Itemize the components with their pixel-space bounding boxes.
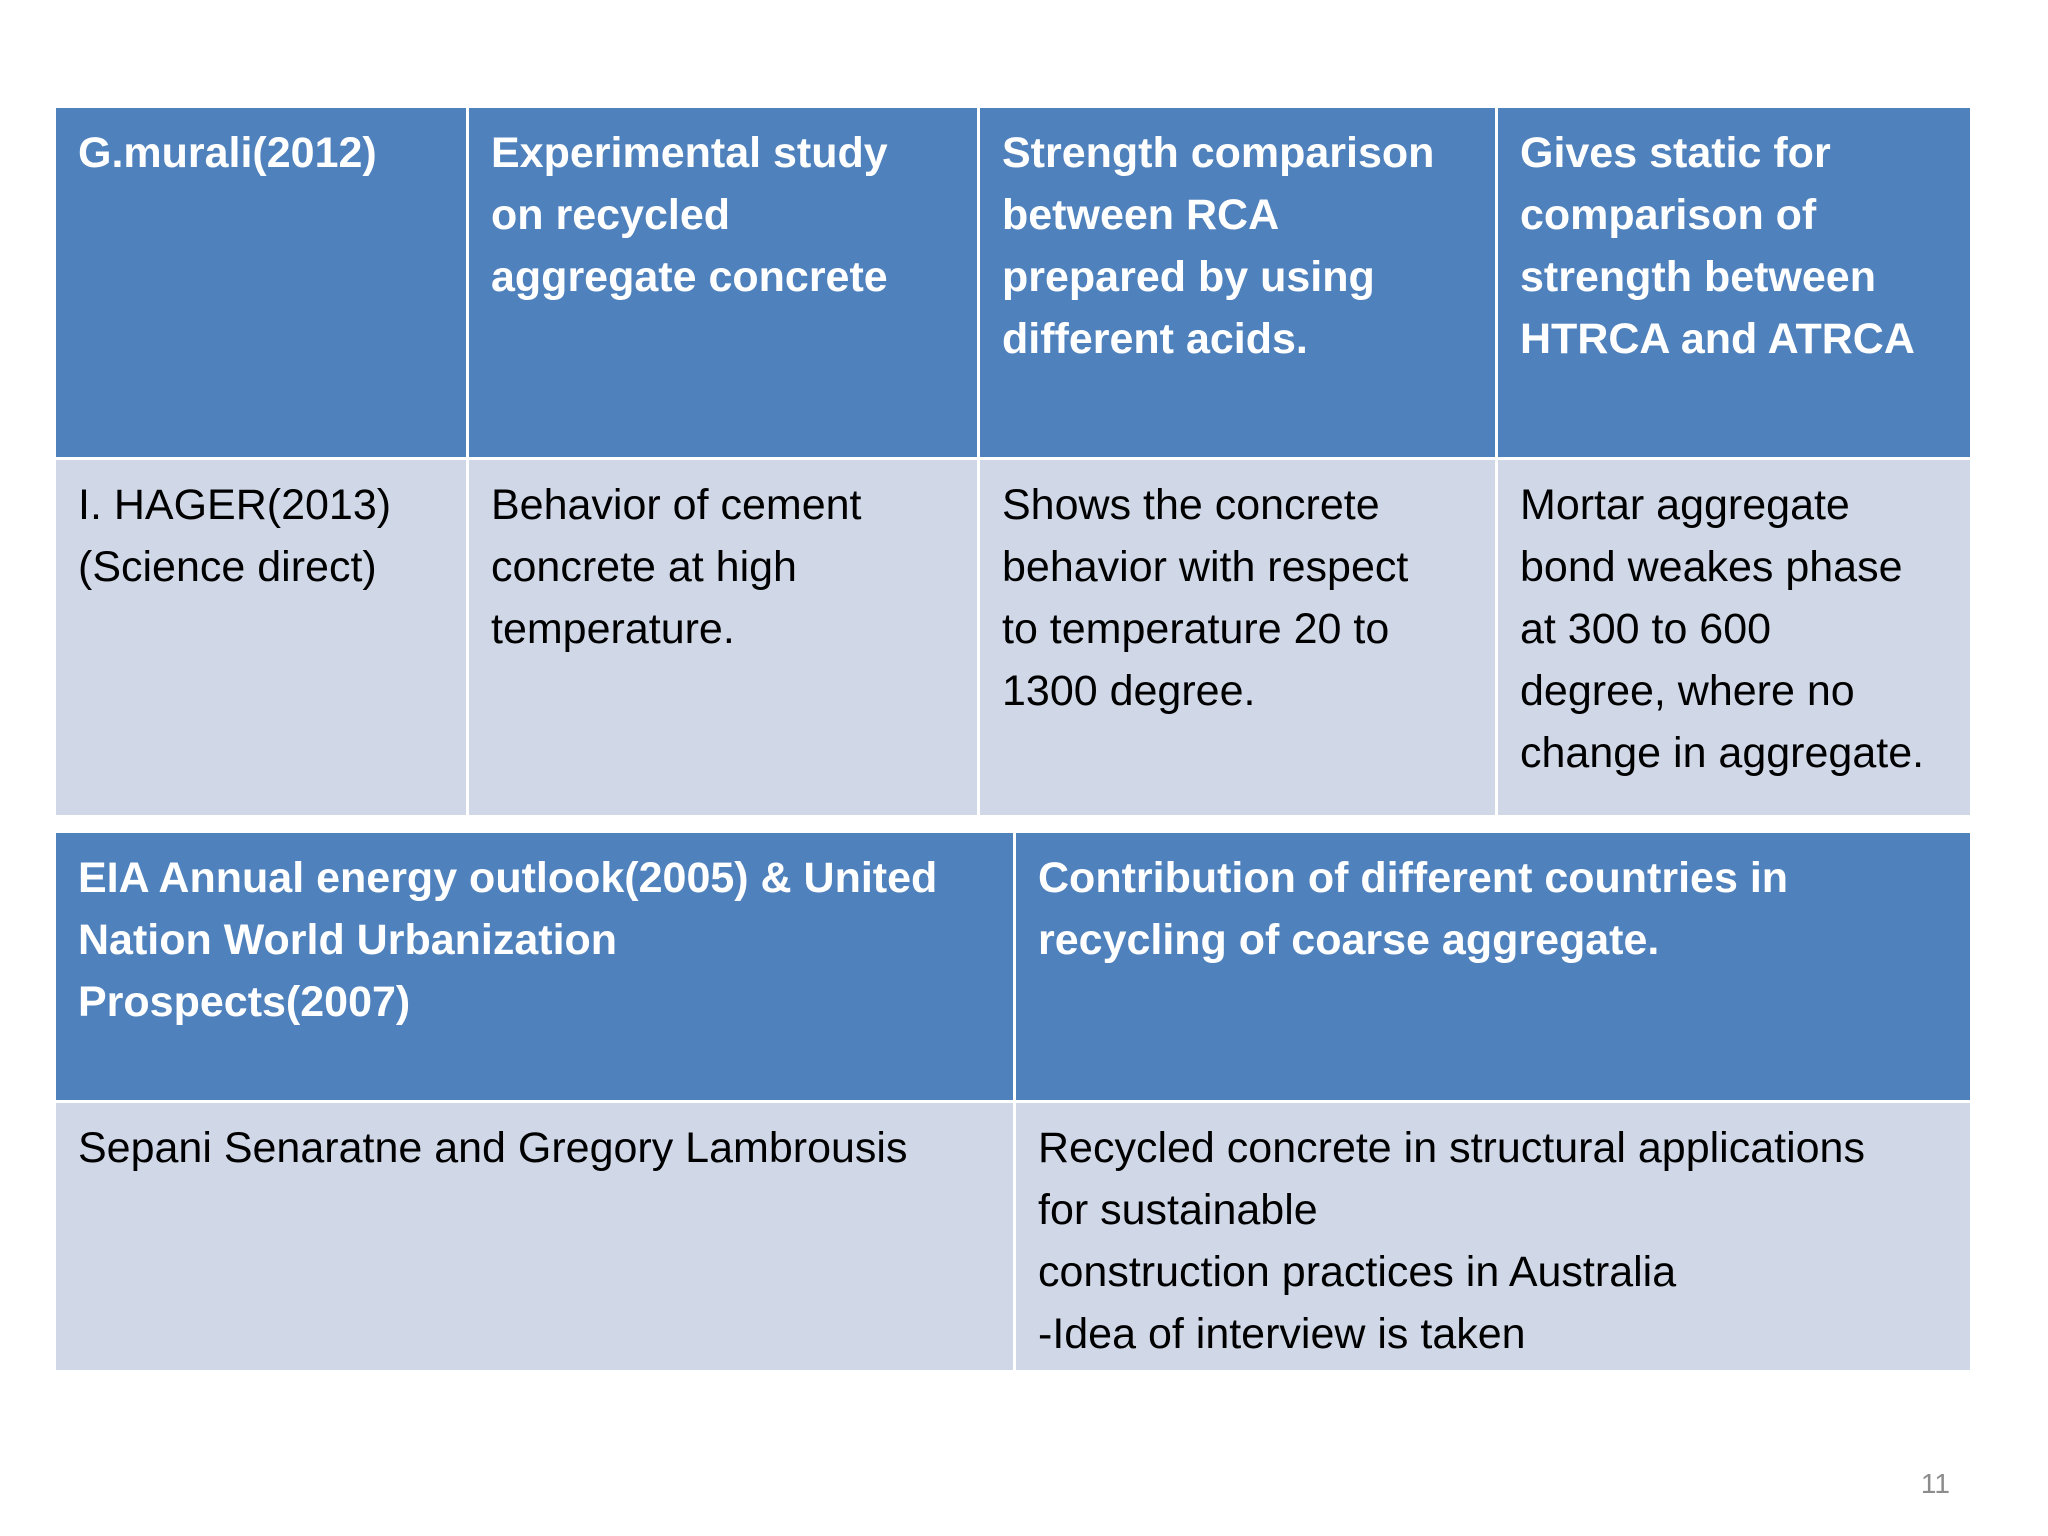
table-header-cell (1015, 832, 1972, 1102)
table-cell (1497, 459, 1972, 817)
table-cell (1015, 1102, 1972, 1372)
cell-text: Strength comparison between RCA prepared by using different acids. (1002, 129, 1435, 363)
cell-text: EIA Annual energy outlook(2005) & United Nation World Urbanization Prospects(2007) (78, 854, 938, 1026)
table-header-cell (1497, 107, 1972, 459)
table-cell (979, 459, 1497, 817)
cell-text: Mortar aggregate bond weakes phase at 300 to 600 degree, where no change in aggregate. (1520, 481, 1925, 777)
table-cell (468, 459, 979, 817)
page-number: 11 (1920, 1468, 1950, 1499)
cell-text: Experimental study on recycled aggregate concrete (491, 129, 888, 301)
table-row (55, 459, 1972, 817)
table-cell (55, 459, 468, 817)
table-header-cell (55, 107, 468, 459)
cell-text: Behavior of cement concrete at high temperature. (491, 481, 862, 653)
table-row (55, 1102, 1972, 1372)
literature-table-top (53, 105, 1973, 818)
cell-text: Recycled concrete in structural applications for sustainable construction practices in Australia -Idea of interview is taken (1038, 1124, 1865, 1358)
cell-text: G.murali(2012) (78, 129, 377, 177)
table-header-cell (979, 107, 1497, 459)
table-cell (55, 1102, 1015, 1372)
table-header-cell (468, 107, 979, 459)
cell-text: Sepani Senaratne and Gregory Lambrousis (78, 1124, 908, 1172)
literature-table-bottom (53, 830, 1973, 1373)
cell-text: Gives static for comparison of strength between HTRCA and ATRCA (1520, 129, 1915, 363)
table-header-row (55, 832, 1972, 1102)
cell-text: I. HAGER(2013) (Science direct) (78, 481, 392, 591)
cell-text: Contribution of different countries in recycling of coarse aggregate. (1038, 854, 1789, 964)
cell-text: Shows the concrete behavior with respect to temperature 20 to 1300 degree. (1002, 481, 1409, 715)
table-header-cell (55, 832, 1015, 1102)
table-header-row (55, 107, 1972, 459)
